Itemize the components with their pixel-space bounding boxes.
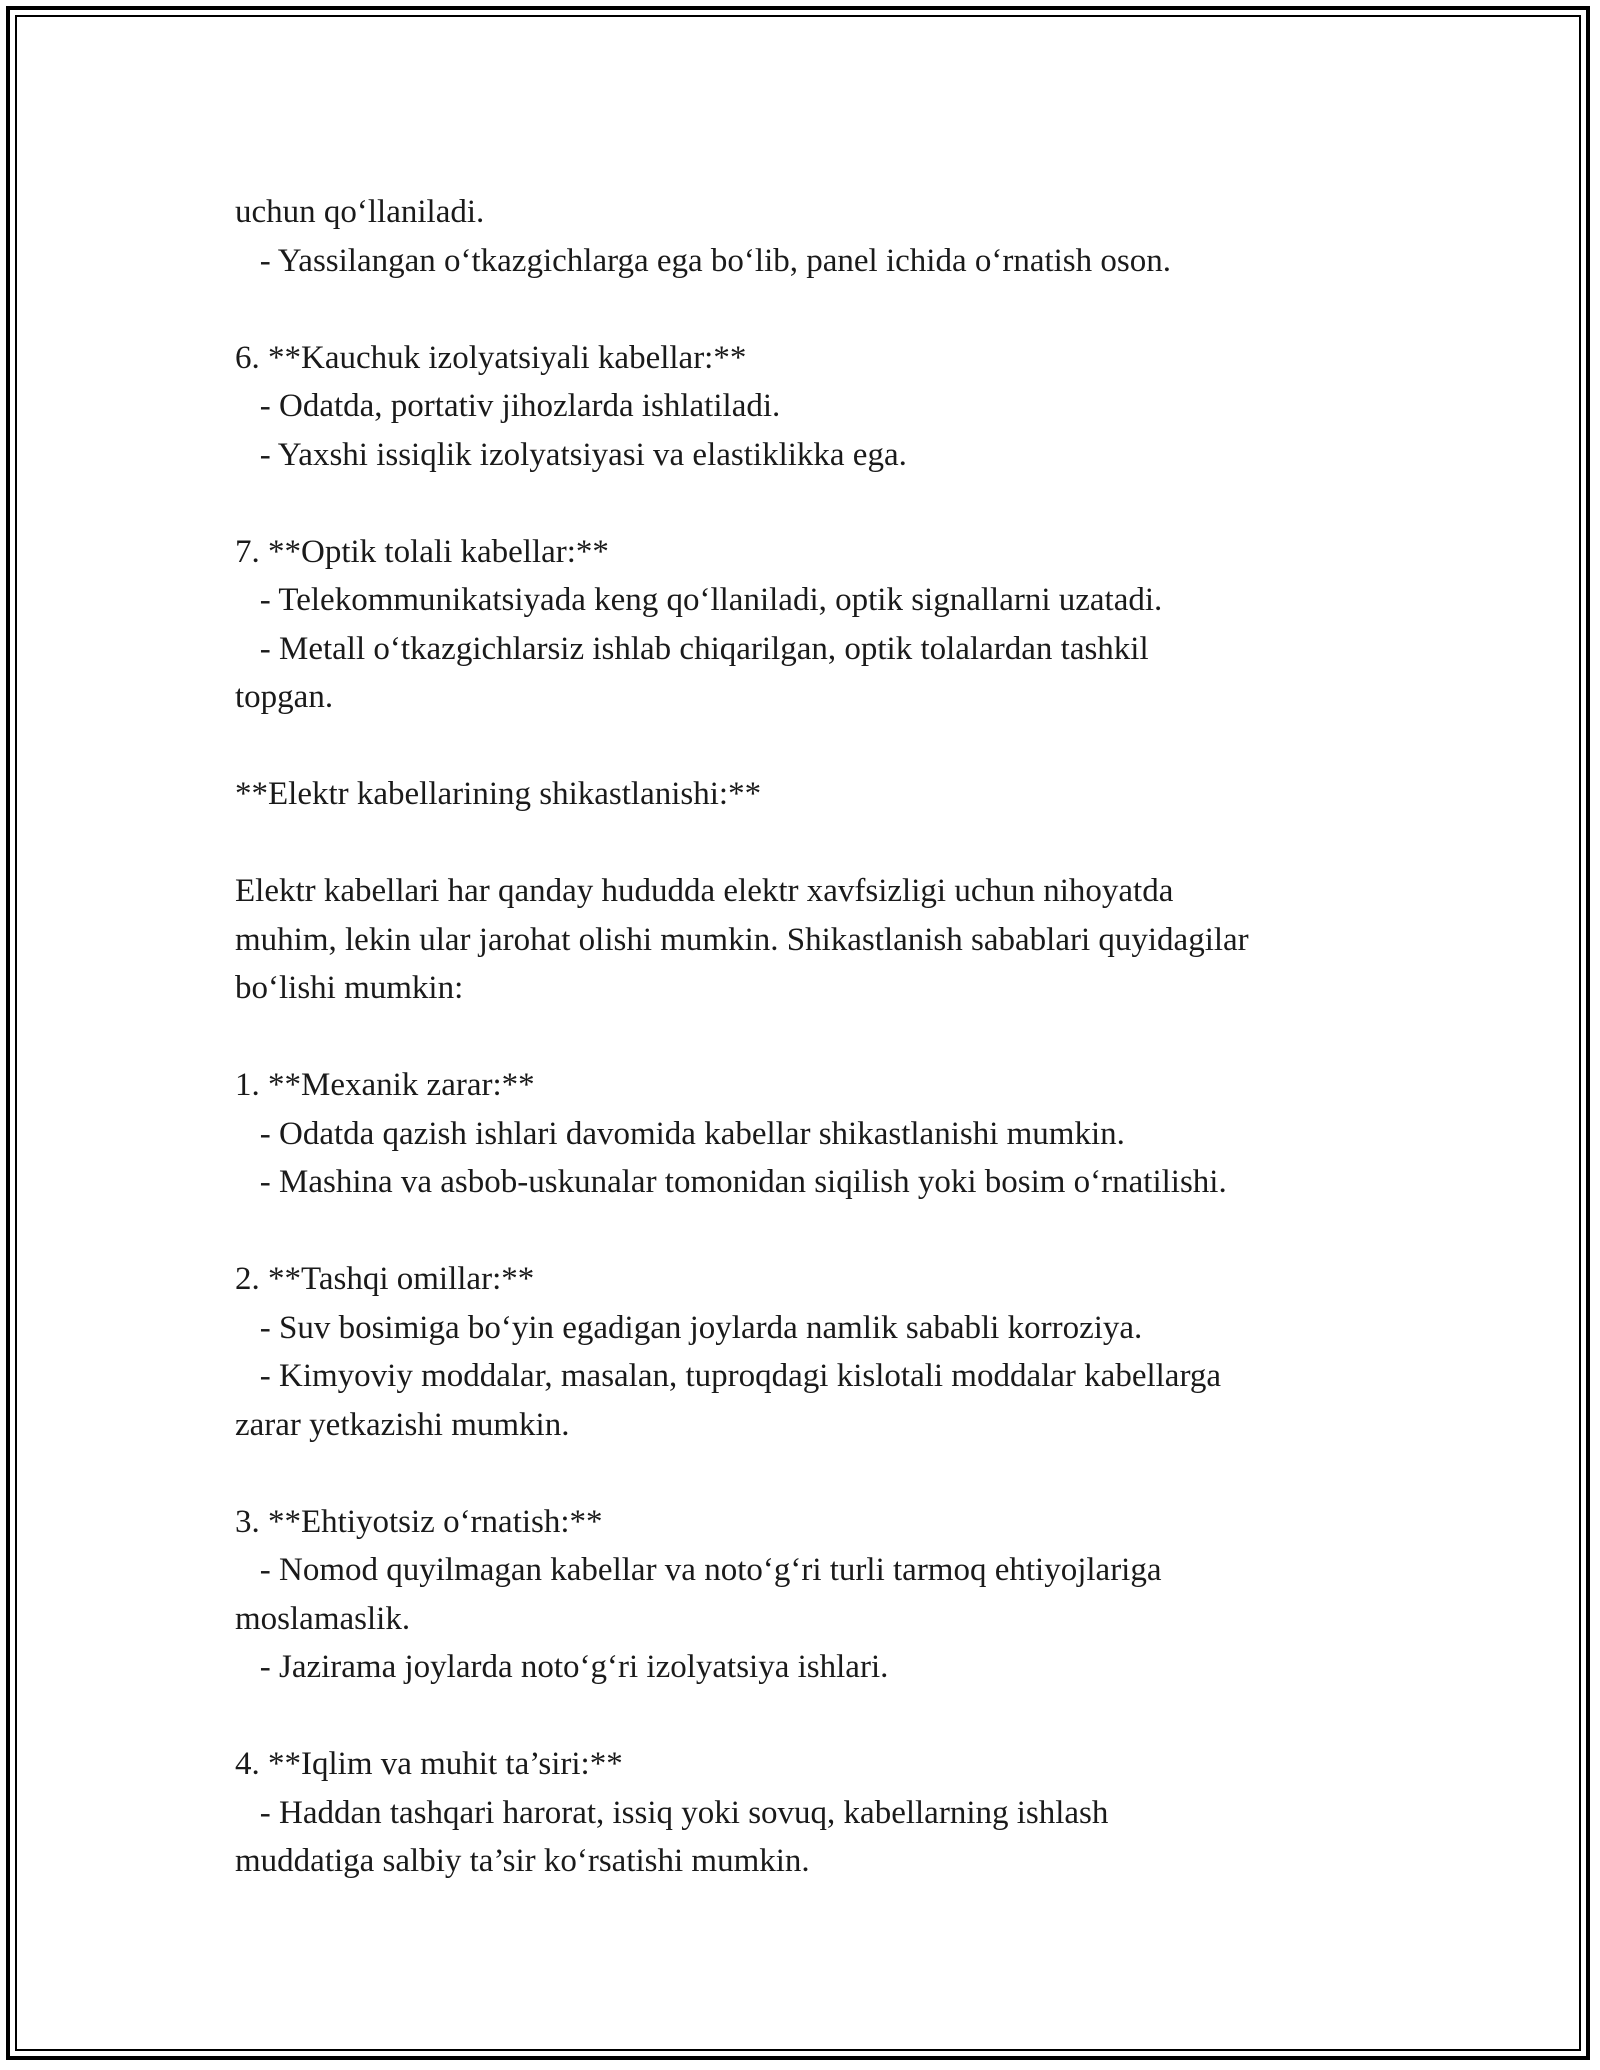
blank-line bbox=[235, 285, 1385, 334]
text-line: - Kimyoviy moddalar, masalan, tuproqdagi kislotali moddalar kabellarga bbox=[235, 1358, 1221, 1394]
text-line: - Yassilangan o‘tkazgichlarga ega bo‘lib, panel ichida o‘rnatish oson. bbox=[235, 242, 1171, 279]
blank-line bbox=[235, 479, 1385, 528]
text-line: - Nomod quyilmagan kabellar va noto‘g‘ri turli tarmoq ehtiyojlariga bbox=[235, 1552, 1162, 1588]
text-line: - Telekommunikatsiyada keng qo‘llaniladi, optik signallarni uzatadi. bbox=[235, 582, 1163, 618]
blank-line bbox=[235, 722, 1385, 771]
list-heading: 1. **Mexanik zarar:** bbox=[235, 1067, 535, 1103]
section-heading: **Elektr kabellarining shikastlanishi:** bbox=[235, 776, 762, 812]
text-line: - Metall o‘tkazgichlarsiz ishlab chiqarilgan, optik tolalardan tashkil bbox=[235, 630, 1149, 667]
paragraph-line: bo‘lishi mumkin: bbox=[235, 970, 464, 1006]
text-line: topgan. bbox=[235, 679, 334, 715]
text-line: zarar yetkazishi mumkin. bbox=[235, 1406, 570, 1443]
blank-line bbox=[235, 1207, 1385, 1256]
document-body bbox=[235, 188, 1385, 1886]
blank-line bbox=[235, 819, 1385, 868]
text-line: - Odatda, portativ jihozlarda ishlatiladi. bbox=[235, 388, 781, 424]
text-line: - Suv bosimiga bo‘yin egadigan joylarda namlik sababli korroziya. bbox=[235, 1309, 1143, 1346]
blank-line bbox=[235, 1449, 1385, 1498]
text-line: uchun qo‘llaniladi. bbox=[235, 194, 485, 230]
list-heading: 4. **Iqlim va muhit ta’siri:** bbox=[235, 1746, 623, 1782]
list-heading: 6. **Kauchuk izolyatsiyali kabellar:** bbox=[235, 339, 747, 376]
text-line: - Odatda qazish ishlari davomida kabellar shikastlanishi mumkin. bbox=[235, 1115, 1125, 1152]
blank-line bbox=[235, 1692, 1385, 1741]
text-line: muddatiga salbiy ta’sir ko‘rsatishi mumkin. bbox=[235, 1843, 810, 1879]
list-heading: 2. **Tashqi omillar:** bbox=[235, 1261, 535, 1297]
text-line: - Jazirama joylarda noto‘g‘ri izolyatsiya ishlari. bbox=[235, 1649, 889, 1685]
text-line: moslamaslik. bbox=[235, 1600, 411, 1637]
paragraph-line: muhim, lekin ular jarohat olishi mumkin. Shikastlanish sabablari quyidagilar bbox=[235, 921, 1249, 958]
list-heading: 7. **Optik tolali kabellar:** bbox=[235, 533, 609, 570]
list-heading: 3. **Ehtiyotsiz o‘rnatish:** bbox=[235, 1503, 603, 1540]
text-line: - Haddan tashqari harorat, issiq yoki sovuq, kabellarning ishlash bbox=[235, 1794, 1109, 1831]
paragraph-line: Elektr kabellari har qanday hududda elektr xavfsizligi uchun nihoyatda bbox=[235, 873, 1174, 909]
text-line: - Yaxshi issiqlik izolyatsiyasi va elastiklikka ega. bbox=[235, 436, 907, 473]
text-line: - Mashina va asbob-uskunalar tomonidan siqilish yoki bosim o‘rnatilishi. bbox=[235, 1164, 1227, 1200]
blank-line bbox=[235, 1013, 1385, 1062]
